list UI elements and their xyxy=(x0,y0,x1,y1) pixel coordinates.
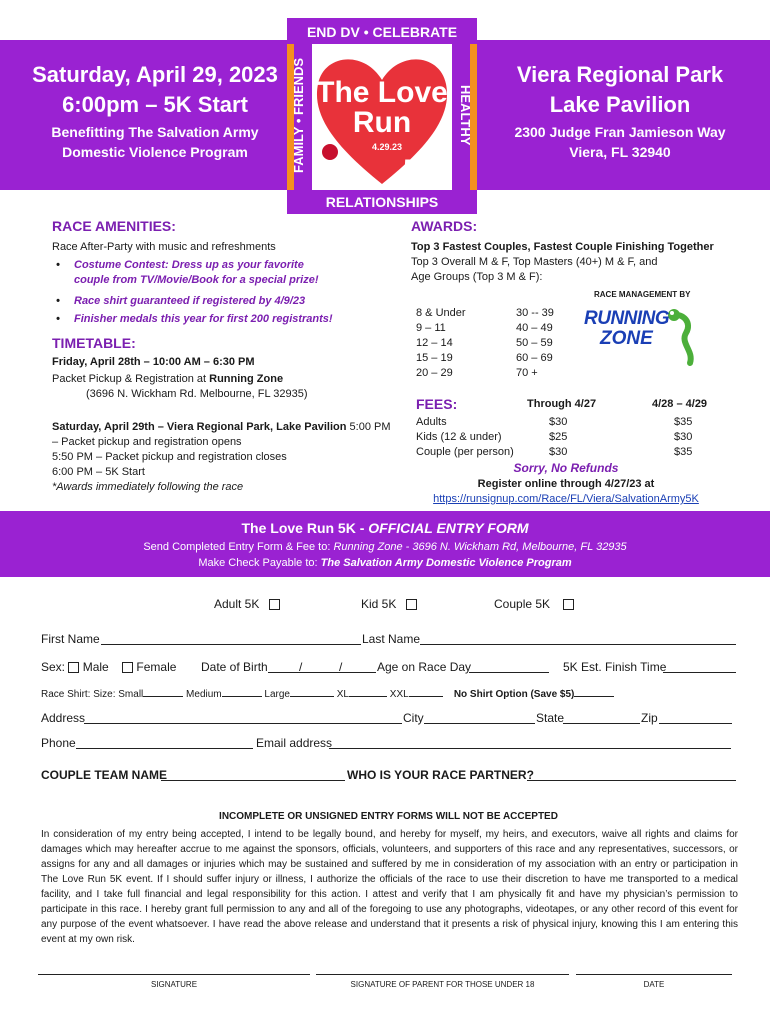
logo-title-2: Run xyxy=(352,106,412,139)
sat-line1: – Packet pickup and registration opens xyxy=(52,436,242,448)
age-group: 40 – 49 xyxy=(516,322,553,334)
entry-title-italic: OFFICIAL ENTRY FORM xyxy=(368,520,529,536)
medium-field[interactable] xyxy=(222,685,262,697)
running-zone-line1: RUNNING xyxy=(584,308,670,329)
shirt-label: Race Shirt: Size: Small xyxy=(41,689,144,700)
age-group: 30 -- 39 xyxy=(516,307,554,319)
fee-early: $25 xyxy=(549,431,568,443)
zip-label: Zip xyxy=(641,711,658,725)
age-group: 20 – 29 xyxy=(416,367,453,379)
fee-late: $35 xyxy=(674,416,693,428)
sex-row xyxy=(41,660,176,674)
couple-team-field[interactable] xyxy=(161,780,345,781)
register-text: Register online through 4/27/23 at xyxy=(477,478,655,490)
fee-row xyxy=(416,430,716,445)
age-group: 50 – 59 xyxy=(516,337,553,349)
timetable-section xyxy=(52,335,392,402)
event-date: Saturday, April 29, 2023 xyxy=(32,62,278,87)
age-field[interactable] xyxy=(469,672,549,673)
awards-title: AWARDS: xyxy=(411,218,478,234)
adult-5k-option[interactable] xyxy=(214,597,280,611)
signature-label: SIGNATURE xyxy=(150,980,198,989)
venue-city: Viera, FL 32940 xyxy=(569,144,671,160)
amenities-title: RACE AMENITIES: xyxy=(52,218,176,234)
city-field[interactable] xyxy=(424,723,535,724)
date-label: DATE xyxy=(643,980,665,989)
adult-5k-checkbox[interactable] xyxy=(269,599,280,610)
amenity-item: • Race shirt guaranteed if registered by 4/9/23 xyxy=(52,294,392,309)
fee-row xyxy=(416,415,716,430)
large-field[interactable] xyxy=(290,685,334,697)
fees-col2: 4/28 – 4/29 xyxy=(652,398,708,410)
state-label: State xyxy=(536,711,565,725)
event-info xyxy=(20,60,290,162)
fees-col1: Through 4/27 xyxy=(527,398,597,410)
female-checkbox[interactable] xyxy=(122,662,133,673)
amenities-intro: Race After-Party with music and refreshments xyxy=(52,241,276,253)
phone-label: Phone xyxy=(41,736,76,750)
fee-label: Adults xyxy=(416,416,447,428)
age-group: 15 – 19 xyxy=(416,352,453,364)
male-label: Male xyxy=(82,660,109,674)
male-checkbox[interactable] xyxy=(68,662,79,673)
legal-title: INCOMPLETE OR UNSIGNED ENTRY FORMS WILL NOT BE ACCEPTED xyxy=(219,811,558,822)
venue-info xyxy=(480,60,760,162)
xxl-label: XXL xyxy=(389,689,409,700)
venue-name: Viera Regional Park xyxy=(516,62,724,87)
entry-send-italic: Running Zone - 3696 N. Wickham Rd, Melbourne, FL 32935 xyxy=(333,541,627,553)
running-zone-logo xyxy=(582,303,702,373)
amenity-item: • Finisher medals this year for first 200 registrants! xyxy=(52,312,392,327)
xl-label: XL xyxy=(336,689,349,700)
management-label: RACE MANAGEMENT BY xyxy=(594,290,691,299)
sat-title-bold: Saturday, April 29th – Viera Regional Park, Lake Pavilion xyxy=(52,421,347,433)
shield-icon xyxy=(321,143,339,161)
entry-check-pre: Make Check Payable to: xyxy=(198,557,321,569)
phone-field[interactable] xyxy=(76,748,253,749)
fee-late: $35 xyxy=(674,446,693,458)
awards-section xyxy=(411,218,731,285)
entry-send-pre: Send Completed Entry Form & Fee to: xyxy=(143,541,334,553)
kid-5k-option[interactable] xyxy=(361,597,417,611)
fee-label: Couple (per person) xyxy=(416,446,514,458)
first-name-field[interactable] xyxy=(101,644,361,645)
first-name-label: First Name xyxy=(41,632,100,646)
logo-date: 4.29.23 xyxy=(372,142,403,152)
zip-field[interactable] xyxy=(659,723,732,724)
dob-label: Date of Birth xyxy=(201,660,268,674)
logo-org-3: Program xyxy=(320,176,345,182)
entry-form-banner xyxy=(0,511,770,577)
logo-title xyxy=(312,78,452,138)
sat-title-time: 5:00 PM xyxy=(346,421,391,433)
medium-label: Medium xyxy=(186,689,222,700)
amenities-section xyxy=(52,218,392,327)
age-group: 8 & Under xyxy=(416,307,466,319)
fri-line1-bold: Running Zone xyxy=(209,373,284,385)
logo-left-text: FAMILY • FRIENDS xyxy=(291,57,306,173)
fees-table xyxy=(416,415,716,460)
no-refunds: Sorry, No Refunds xyxy=(513,461,619,475)
kid-5k-label: Kid 5K xyxy=(361,597,397,611)
age-group: 12 – 14 xyxy=(416,337,453,349)
shirt-row xyxy=(41,685,614,700)
logo-org-1: Domestic xyxy=(320,162,348,168)
couple-5k-checkbox[interactable] xyxy=(563,599,574,610)
dob-slash2: / xyxy=(339,660,343,674)
address-field[interactable] xyxy=(84,723,402,724)
state-field[interactable] xyxy=(563,723,640,724)
small-field[interactable] xyxy=(143,685,183,697)
couple-5k-option[interactable] xyxy=(494,597,574,611)
xl-field[interactable] xyxy=(349,685,387,697)
fee-early: $30 xyxy=(549,416,568,428)
address-label: Address xyxy=(41,711,86,725)
awards-line2: Top 3 Overall M & F, Top Masters (40+) M & F, and xyxy=(411,256,658,268)
logo-org xyxy=(320,162,370,183)
entry-form-title xyxy=(0,517,770,539)
timetable-title: TIMETABLE: xyxy=(52,335,136,351)
kid-5k-checkbox[interactable] xyxy=(406,599,417,610)
amenities-list xyxy=(52,258,392,327)
running-zone-line2: ZONE xyxy=(600,328,653,349)
venue-address: 2300 Judge Fran Jamieson Way xyxy=(514,124,726,140)
logo-left-text-wrap xyxy=(286,40,312,190)
partner-label: WHO IS YOUR RACE PARTNER? xyxy=(347,768,534,782)
timetable-fri-title: Friday, April 28th – 10:00 AM – 6:30 PM xyxy=(52,356,255,368)
email-field[interactable] xyxy=(329,748,731,749)
last-name-field[interactable] xyxy=(420,644,736,645)
age-group: 70 + xyxy=(516,367,538,379)
city-label: City xyxy=(403,711,424,725)
logo-title-1: The Love xyxy=(316,76,448,109)
adult-5k-label: Adult 5K xyxy=(214,597,260,611)
logo-top-text: END DV • CELEBRATE xyxy=(287,18,477,44)
entry-check-italic: The Salvation Army Domestic Violence Program xyxy=(320,557,572,569)
benefit-line2: Domestic Violence Program xyxy=(62,144,248,160)
parent-signature-label: SIGNATURE OF PARENT FOR THOSE UNDER 18 xyxy=(350,980,535,989)
couple-5k-label: Couple 5K xyxy=(494,597,551,611)
entry-check-line xyxy=(0,555,770,571)
signature-field[interactable] xyxy=(38,974,310,975)
parent-signature-field[interactable] xyxy=(316,974,569,975)
logo-bottom-text: RELATIONSHIPS xyxy=(287,190,477,214)
timetable-sat-title xyxy=(52,420,392,435)
date-field[interactable] xyxy=(576,974,732,975)
finish-time-field[interactable] xyxy=(663,672,736,673)
xxl-field[interactable] xyxy=(409,685,443,697)
fees-title: FEES: xyxy=(416,396,458,412)
sat-line4: *Awards immediately following the race xyxy=(52,481,244,493)
venue-place: Lake Pavilion xyxy=(549,92,691,117)
large-label: Large xyxy=(264,689,290,700)
timetable-sat xyxy=(52,420,392,495)
entry-title-pre: The Love Run 5K - xyxy=(241,520,369,536)
age-group: 9 – 11 xyxy=(416,322,446,334)
logo-org-2: Violence xyxy=(320,169,345,175)
age-col1 xyxy=(416,306,496,381)
age-group: 60 – 69 xyxy=(516,352,553,364)
sat-line3: 6:00 PM – 5K Start xyxy=(52,466,145,478)
logo-right-text: HEALTHY xyxy=(458,84,473,146)
fee-late: $30 xyxy=(674,431,693,443)
female-label: Female xyxy=(136,660,177,674)
event-time: 6:00pm – 5K Start xyxy=(62,92,248,117)
no-shirt-field[interactable] xyxy=(574,685,614,697)
age-label: Age on Race Day xyxy=(377,660,472,674)
dob-field[interactable] xyxy=(268,672,376,673)
partner-field[interactable] xyxy=(527,780,736,781)
logo-distance: 5K xyxy=(403,154,442,187)
sex-label: Sex: xyxy=(41,660,66,674)
amenity-item: • Costume Contest: Dress up as your favorite couple from TV/Movie/Book for a special prize! xyxy=(52,258,342,288)
dob-slash1: / xyxy=(299,660,303,674)
awards-line3: Age Groups (Top 3 M & F): xyxy=(411,271,543,283)
no-shirt-label: No Shirt Option (Save $5) xyxy=(453,689,575,700)
sat-line2: 5:50 PM – Packet pickup and registration closes xyxy=(52,451,287,463)
benefit-line1: Benefitting The Salvation Army xyxy=(51,124,259,140)
register-link[interactable]: https://runsignup.com/Race/FL/Viera/SalvationArmy5K xyxy=(433,493,699,505)
fee-early: $30 xyxy=(549,446,568,458)
legal-text: In consideration of my entry being accepted, I intend to be legally bound, and hereby for myself, my heirs, and executors, waive all rights and claims for damages which may hereafter accrue to me against the sponsors, officials, volunteers, and supporters of this race and any representatives, successors, or assigns for any and all damages or injuries which may be sustained and suffered by me in consideration of my association with an entry or participation in The Love Run 5K event. If I should suffer injury or illness, I authorize the officials of the race to use their discretion to have me transported to a medical facility, and I take full financial and legal responsibility for this action. I attest and verify that I am physically fit and have my physician’s permission to participate in this race. I hereby grant full permission to any and all of the foregoing to use any photographs, videotapes, or any other record of this event for any purpose of the event whatsoever. I have read the above release and understand that it presents a risk of physical injury, knowing this I am entering this event at my own risk. xyxy=(41,829,738,945)
awards-line1: Top 3 Fastest Couples, Fastest Couple Finishing Together xyxy=(411,241,714,253)
fee-row xyxy=(416,445,716,460)
timetable-fri-line1 xyxy=(52,372,392,387)
finish-time-label: 5K Est. Finish Time xyxy=(563,660,667,674)
timetable-fri-line2: (3696 N. Wickham Rd. Melbourne, FL 32935) xyxy=(86,388,308,400)
email-label: Email address xyxy=(256,736,333,750)
last-name-label: Last Name xyxy=(362,632,421,646)
fri-line1-text: Packet Pickup & Registration at xyxy=(52,373,210,385)
couple-team-label: COUPLE TEAM NAME xyxy=(41,768,167,782)
fee-label: Kids (12 & under) xyxy=(416,431,502,443)
entry-send-line xyxy=(0,539,770,555)
